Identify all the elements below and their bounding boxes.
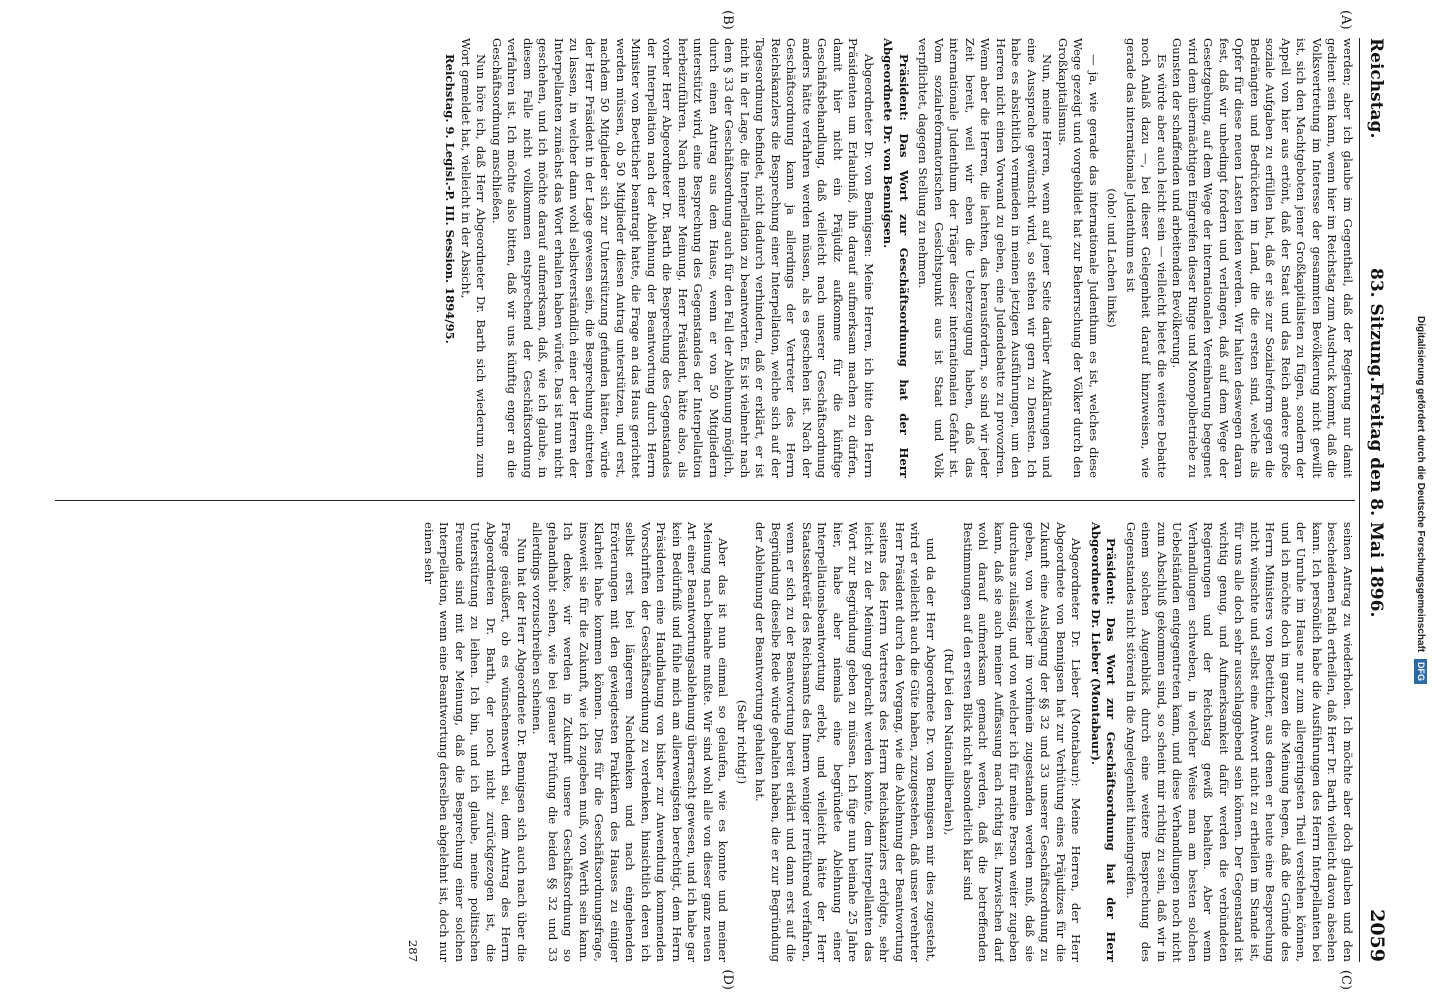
paragraph: Nun, meine Herren, wenn auf jener Seite darüber Aufklärungen und eine Aussprache gewünscht wird, so stehen wir gern zu Diensten. Ich habe es absichtlich vermieden in meinen jetzigen Ausführungen, um den Herren nicht einen Vorwand zu geben, eine Judendebatte zu provoziren. Wenn aber die Herren, die lachten, das herausfordern, so sind wir jeder Zeit bereit, weil wir eben die Ueberzeugung haben, daß das internationale Judenthum der Träger dieser internationalen Gefahr ist. Vom sozialreformatorischen Gesichtspunkt aus ist Staat und Volk verpflichtet, dagegen Stellung zu nehmen. [916,38,1055,478]
paragraph: Abgeordneter Dr. Lieber (Montabaur): Meine Herren, der Herr Abgeordnete von Bennigsen hat zur Verhütung eines Präjudizes für die Zukunft eine Auslegung der §§ 32 und 33 unserer Geschäftsordnung zu geben, von welcher im vorhinein zugestanden werden muß, daß sie durchaus zulässig, und von welcher ich für meine Person weiter zugeben kann, daß sie auch meiner Auffassung nach richtig ist. Inzwischen darf wohl darauf aufmerksam gemacht werden, daß die betreffenden Bestimmungen auf den ersten Blick nicht absonderlich klar sind [961,522,1084,962]
header-title: Reichstag. [1366,38,1386,139]
paragraph: Aber das ist nun einmal so gelaufen, wie es konnte und meiner Meinung nach beinahe mußte. Wir sind wohl alle von dieser ganz neuen Art einer Beantwortungsablehnung überrascht gewesen, und ich habe gar kein Bedürfniß und fühle mich am allerwenigsten berechtigt, dem Herrn Präsidenten eine Handhabung von bisher zur Anwendung kommenden Vorschriften der Geschäftsordnung zu verdenken, hinsichtlich deren ich selbst erst bei längerem Nachdenken und nach eingehenden Erörterungen mit den gewiegtesten Praktikern des Hauses zu einiger Klarheit habe kommen können. Dies für die Geschäftsordnungsfrage, insoweit sie für die Zukunft, wie ich zugeben muß, von Werth sein kann. Ich denke, wir werden in Zukunft unsere Geschäftsordnung so gehandhabt sehen, wie bei genauer Prüfung die beiden §§ 32 und 33 allerdings vorzuschreiben scheinen. [530,522,731,962]
paragraph: Es würde aber auch leicht sein — vielleicht bietet die weitere Debatte noch Anlaß dazu —, bei dieser Gelegenheit darauf hinzuweisen, wie gerade das internationale Judenthum es ist [1124,38,1169,478]
dfg-sidebar [1412,0,1428,1000]
page-body [55,10,1355,990]
left-footer: Reichstag. 9. Legisl.-P. III. Session. 1894/95. [443,54,458,344]
dfg-notice [1412,0,1428,1000]
margin-marker-c: (C) [1338,969,1353,990]
header-session: 83. Sitzung. [1366,268,1386,383]
interjection: (Sehr richtig!) [735,699,749,785]
paragraph: — ja, wie gerade das internationale Judenthum es ist, welches diese Wege gezeigt und vorgebildet hat zur Beherrschung der Völker durch den Großkapitalismus. [1056,38,1101,478]
margin-marker-b: (B) [720,10,735,30]
right-page-ref: 287 [406,939,421,962]
header-page-number: 2059 [1366,909,1388,962]
interjection: (oho! und Lachen links) [1105,188,1120,328]
paragraph: und da der Herr Abgeordnete Dr. von Bennigsen mir dies zugesteht, wird er vielleicht auch die Güte haben, zuzugestehen, daß unser verehrter Herr Präsident durch den Vorgang, wie die Ablehnung der Beantwortung seitens des Herrn Vertreters des Herrn Reichskanzlers erfolgte, sehr leicht zu der Meinung gebracht werden konnte, dem Interpellanten das Wort zur Begründung geben zu müssen. Ich füge nun beinahe 25 Jahre hier, habe aber niemals eine begründete Ablehnung einer Interpellationsbeantwortung erlebt, und vielleicht hätte der Herr Staatssekretär des Reichsamts des Innern weniger irreführend verfahren, wenn er sich zu der Beantwortung bereit erklärt und dann erst auf die Begründung dieselbe Rede würde gehalten haben, die er zur Begründung der Ablehnung der Beantwortung gehalten hat. [753,522,938,962]
paragraph: Nun höre ich, daß Herr Abgeordneter Dr. Barth sich wiederum zum Wort gemeldet hat, vielleicht in der Absicht, [459,38,489,478]
dfg-notice-text: Digitalisierung gefördert durch die Deutsche Forschungsgemeinschaft [1415,316,1426,653]
margin-marker-a: (A) [1338,10,1353,30]
paragraph: Nun hat der Herr Abgeordnete Dr. Bennigsen sich auch nach über die Frage geäußert, ob es wünschenswerth sei, dem Antrag des Herrn Abgeordneten Dr. Barth, der noch nicht zurückgezogen ist, die Unterstützung zu leihen. Ich bin, und ich glaube, meine politischen Freunde sind mit der Meinung, daß die Besprechung einer solchen Interpellation, wenn eine Beantwortung derselben abgelehnt ist, doch nur einen sehr [422,522,529,962]
paragraph: seinen Antrag zu wiederholen. Ich möchte aber doch glauben und den bescheidenen Rath ertheilen, daß Herr Dr. Barth vielleicht davon absehen kann. Ich persönlich habe die Ausführungen des Herrn Interpellanten bei der Unruhe im Hause nur zum allergeringsten Theil verstehen können, und ich möchte doch im ganzen die Meinung hegen, daß die Gründe des Herrn Ministers von Boetticher, aus denen er heute eine Besprechung nicht wünschte und selbst eine Antwort nicht zu ertheilen im Stande ist, für uns alle doch sehr ausschlaggebend sein können. Der Gegenstand ist wichtig genug, und Aufmerksamkeit dafür werden die verbündeten Regierungen und der Reichstag gewiß behalten. Aber wenn Verhandlungen schweben, in welcher Weise man am besten solchen Uebelständen entgegentreten kann, und diese Verhandlungen noch nicht zum Abschluß gekommen sind, so scheint mir richtig zu sein, daß wir in einem solchen Augenblick durch eine weitere Besprechung des Gegenstandes nicht störend in die Angelegenheit hineingreifen. [1124,522,1355,962]
paragraph: Abgeordneter Dr. von Bennigsen: Meine Herren, ich bitte den Herrn Präsidenten um Erlaubniß, ihn darauf aufmerksam machen zu dürfen, damit hier nicht ein Präjudiz aufkomme für die künftige Geschäftsbehandlung, daß vielleicht nach unserer Geschäftsordnung anders hätte verfahren werden müssen, als es geschehen ist. Nach der Geschäftsordnung kann ja allerdings der Vertreter des Herrn Reichskanzlers die Besprechung einer Interpellation, welche sich auf der Tagesordnung befindet, nicht dadurch verhindern, daß er erklärt, er ist nicht in der Lage, die Interpellation zu beantworten. Es ist vielmehr nach dem § 33 der Geschäftsordnung auch für den Fall der Ablehnung möglich, durch einen Antrag aus dem Hause, wenn er von 50 Mitgliedern unterstützt wird, eine Besprechung des Gegenstandes der Interpellation herbeizuführen. Nach meiner Meinung, Herr Präsident, hätte also, als vorher Herr Abgeordneter Dr. Barth die Besprechung des Gegenstandes der Interpellation nach der Ablehnung der Beantwortung durch Herrn Minister von Boetticher beantragt hatte, die Frage an das Haus gerichtet werden müssen, ob 50 Mitglieder diesen Antrag unterstützen, und erst, nachdem 50 Mitglieder sich zur Unterstützung gefunden hätten, würde der Herr Präsident in der Lage gewesen sein, die Besprechung eintreten zu lassen, in welcher dann wohl selbstverständlich einer der Herren der Interpellanten zunächst das Wort erhalten haben würde. Das ist nun nicht geschehen, und ich möchte darauf aufmerksam, daß, wie ich glaube, in diesem Falle nicht vollkommen entsprechend der Geschäftsordnung verfahren ist. Ich möchte also bitten, daß wir uns künftig enger an die Geschäftsordnung anschließen. [490,38,876,478]
paragraph: werden; aber ich glaube im Gegentheil, daß der Regierung nur damit gedient sein kann, wenn hier im Reichstag zum Ausdruck kommt, daß die Volksvertretung im Interesse der gesammten Bevölkerung nicht gewillt ist, sich den Machtgeboten jener Großkapitalisten zu fügen, sondern der Appell von hier aus ertönt, daß der Staat und das Reich andere große soziale Aufgaben zu erfüllen hat, daß er sie zur Sozialreform gegen die Bedrängten und Bedrückten im Land, die die ersten sind, welche als Opfer für diese neuen Lasten leiden werden. Wir halten deswegen daran fest, daß wir unbedingt fordern und verlangen, daß auf dem Wege der Gesetzgebung, auf dem Wege der internationalen Vereinbarung begegnet wird dem übermächtigen Eingreifen dieser Ringe und Monopolbetriebe zu Gunsten der schaffenden und arbeitenden Bevölkerung. [1170,38,1355,478]
margin-marker-d: (D) [720,969,735,990]
column-divider [55,500,1355,501]
right-column [55,522,1355,962]
scanned-page [8,8,1400,992]
rotated-page-content [8,8,1400,992]
header-date: Freitag den 8. Mai 1896. [1366,382,1386,618]
speaker-paragraph: Präsident: Das Wort zur Geschäftsordnung hat der Herr Abgeordnete Dr. von Bennigsen. [881,38,911,478]
interjection: (Ruf bei den Nationalliberalen), [942,648,957,836]
speaker-paragraph: Präsident: Das Wort zur Geschäftsordnung hat der Herr Abgeordnete Dr. Lieber (Montabaur). [1089,522,1119,962]
left-column [55,38,1355,478]
page-header [1359,38,1390,962]
dfg-logo: DFG [1414,659,1427,684]
